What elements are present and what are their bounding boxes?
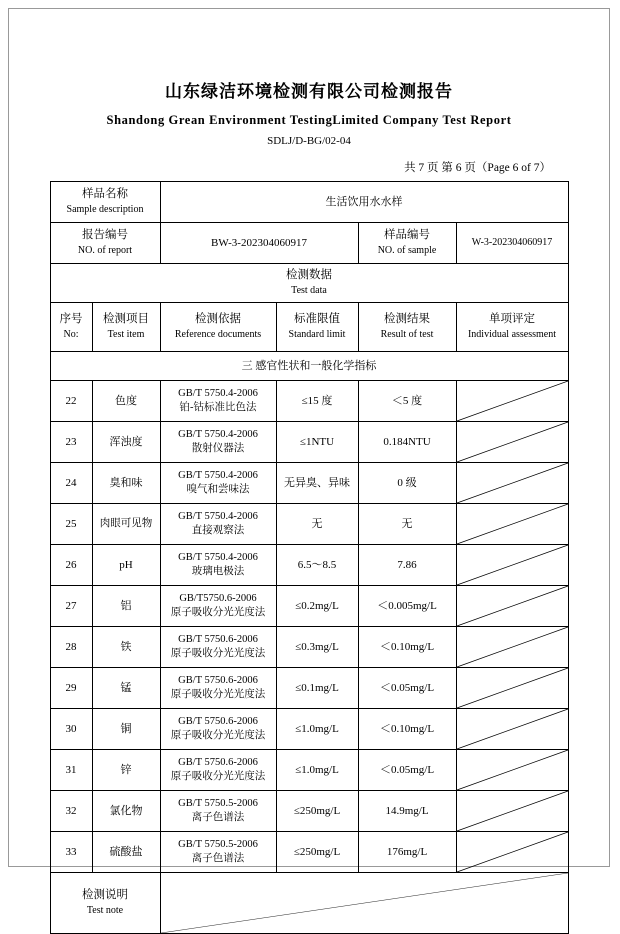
row-reference-line2: 嗅气和尝味法 bbox=[186, 484, 250, 495]
row-no: 22 bbox=[50, 381, 92, 422]
row-result: 176mg/L bbox=[358, 832, 456, 873]
sample-description-label-zh: 样品名称 bbox=[82, 188, 128, 201]
row-reference-line2: 原子吸收分光光度法 bbox=[170, 730, 266, 741]
row-reference-line1: GB/T5750.6-2006 bbox=[179, 592, 257, 604]
sample-description-value: 生活饮用水水样 bbox=[160, 182, 568, 223]
table-row bbox=[50, 627, 568, 668]
page-title-zh: 山东绿洁环境检测有限公司检测报告 bbox=[165, 82, 453, 101]
row-limit: ≤250mg/L bbox=[276, 832, 358, 873]
row-limit: 无异臭、异味 bbox=[276, 463, 358, 504]
sample-description-label-en: Sample description bbox=[66, 204, 144, 215]
row-limit: ≤0.3mg/L bbox=[276, 627, 358, 668]
row-limit: ≤15 度 bbox=[276, 381, 358, 422]
column-header-assessment-zh: 单项评定 bbox=[489, 313, 535, 326]
page-title-en: Shandong Grean Environment TestingLimited Company Test Report bbox=[106, 113, 512, 127]
row-item: 氯化物 bbox=[92, 791, 160, 832]
column-header-result-en: Result of test bbox=[380, 329, 434, 340]
report-number-label-zh: 报告编号 bbox=[82, 229, 128, 242]
test-data-header-row bbox=[50, 264, 568, 303]
row-assessment bbox=[456, 463, 568, 504]
row-reference-line1: GB/T 5750.6-2006 bbox=[178, 633, 258, 645]
row-assessment bbox=[456, 627, 568, 668]
row-reference-line2: 原子吸收分光光度法 bbox=[170, 771, 266, 782]
row-item: 铁 bbox=[92, 627, 160, 668]
row-reference bbox=[160, 545, 276, 586]
section-header-label: 三 感官性状和一般化学指标 bbox=[50, 352, 568, 381]
row-result: ＜0.05mg/L bbox=[358, 668, 456, 709]
row-reference bbox=[160, 627, 276, 668]
row-assessment bbox=[456, 791, 568, 832]
row-reference-line1: GB/T 5750.6-2006 bbox=[178, 756, 258, 768]
test-data-label-zh: 检测数据 bbox=[286, 269, 332, 282]
column-header-assessment-en: Individual assessment bbox=[467, 329, 557, 340]
table-row bbox=[50, 381, 568, 422]
table-row bbox=[50, 668, 568, 709]
row-result: ＜5 度 bbox=[358, 381, 456, 422]
column-header-item-zh: 检测项目 bbox=[103, 313, 149, 326]
column-header-row bbox=[50, 303, 568, 352]
row-no: 33 bbox=[50, 832, 92, 873]
table-row bbox=[50, 463, 568, 504]
column-header-no bbox=[50, 303, 92, 352]
test-note-label bbox=[50, 873, 160, 934]
page-content bbox=[9, 9, 609, 916]
row-limit: ≤0.2mg/L bbox=[276, 586, 358, 627]
row-result: ＜0.05mg/L bbox=[358, 750, 456, 791]
row-reference-line1: GB/T 5750.4-2006 bbox=[178, 551, 258, 563]
report-number-label-en: NO. of report bbox=[77, 245, 133, 256]
column-header-no-zh: 序号 bbox=[59, 313, 83, 326]
test-data-label bbox=[50, 264, 568, 303]
row-no: 32 bbox=[50, 791, 92, 832]
row-reference bbox=[160, 504, 276, 545]
column-header-reference-en: Reference documents bbox=[174, 329, 262, 340]
row-reference-line1: GB/T 5750.5-2006 bbox=[178, 797, 258, 809]
row-reference-line2: 直接观察法 bbox=[191, 525, 245, 536]
row-reference-line2: 铂-钴标准比色法 bbox=[179, 402, 257, 413]
test-note-value bbox=[160, 873, 568, 934]
report-number-label bbox=[50, 223, 160, 264]
row-reference bbox=[160, 668, 276, 709]
sample-number-label-zh: 样品编号 bbox=[384, 229, 430, 242]
row-no: 26 bbox=[50, 545, 92, 586]
table-row bbox=[50, 545, 568, 586]
row-reference bbox=[160, 832, 276, 873]
test-note-label-zh: 检测说明 bbox=[82, 889, 128, 902]
column-header-item bbox=[92, 303, 160, 352]
row-assessment bbox=[456, 381, 568, 422]
row-limit: ≤1NTU bbox=[276, 422, 358, 463]
row-assessment bbox=[456, 832, 568, 873]
row-reference-line2: 离子色谱法 bbox=[191, 853, 245, 864]
row-result: ＜0.10mg/L bbox=[358, 709, 456, 750]
row-item: 铝 bbox=[92, 586, 160, 627]
row-item: 锰 bbox=[92, 668, 160, 709]
row-assessment bbox=[456, 422, 568, 463]
row-result: ＜0.10mg/L bbox=[358, 627, 456, 668]
row-item: 铜 bbox=[92, 709, 160, 750]
row-assessment bbox=[456, 668, 568, 709]
row-no: 29 bbox=[50, 668, 92, 709]
column-header-limit-en: Standard limit bbox=[288, 329, 346, 340]
report-table bbox=[50, 181, 569, 934]
test-note-label-en: Test note bbox=[86, 905, 124, 916]
page-number-label: 共 7 页 第 6 页（Page 6 of 7） bbox=[404, 162, 551, 174]
table-row bbox=[50, 422, 568, 463]
row-reference-line1: GB/T 5750.4-2006 bbox=[178, 428, 258, 440]
row-item: pH bbox=[92, 545, 160, 586]
row-item: 硫酸盐 bbox=[92, 832, 160, 873]
column-header-result-zh: 检测结果 bbox=[384, 313, 430, 326]
row-result: 14.9mg/L bbox=[358, 791, 456, 832]
row-reference-line2: 离子色谱法 bbox=[191, 812, 245, 823]
row-reference bbox=[160, 791, 276, 832]
row-result: 无 bbox=[358, 504, 456, 545]
sample-description-label bbox=[50, 182, 160, 223]
row-reference-line1: GB/T 5750.6-2006 bbox=[178, 715, 258, 727]
row-no: 25 bbox=[50, 504, 92, 545]
sample-description-row bbox=[50, 182, 568, 223]
row-reference-line1: GB/T 5750.6-2006 bbox=[178, 674, 258, 686]
row-result: 0 级 bbox=[358, 463, 456, 504]
row-reference-line1: GB/T 5750.4-2006 bbox=[178, 510, 258, 522]
row-limit: ≤1.0mg/L bbox=[276, 750, 358, 791]
row-reference-line2: 原子吸收分光光度法 bbox=[170, 689, 266, 700]
row-no: 28 bbox=[50, 627, 92, 668]
row-limit: 6.5～8.5 bbox=[276, 545, 358, 586]
row-limit: 无 bbox=[276, 504, 358, 545]
sample-number-value: W-3-202304060917 bbox=[456, 223, 568, 264]
column-header-assessment bbox=[456, 303, 568, 352]
row-no: 30 bbox=[50, 709, 92, 750]
row-result: 7.86 bbox=[358, 545, 456, 586]
row-item: 锌 bbox=[92, 750, 160, 791]
row-limit: ≤1.0mg/L bbox=[276, 709, 358, 750]
column-header-result bbox=[358, 303, 456, 352]
row-reference-line1: GB/T 5750.4-2006 bbox=[178, 469, 258, 481]
row-item: 色度 bbox=[92, 381, 160, 422]
row-no: 24 bbox=[50, 463, 92, 504]
row-assessment bbox=[456, 586, 568, 627]
row-reference-line2: 散射仪器法 bbox=[191, 443, 245, 454]
row-reference bbox=[160, 750, 276, 791]
row-item: 浑浊度 bbox=[92, 422, 160, 463]
column-header-reference bbox=[160, 303, 276, 352]
test-data-label-en: Test data bbox=[291, 285, 327, 296]
row-no: 27 bbox=[50, 586, 92, 627]
row-limit: ≤250mg/L bbox=[276, 791, 358, 832]
column-header-limit bbox=[276, 303, 358, 352]
column-header-reference-zh: 检测依据 bbox=[195, 313, 241, 326]
row-limit: ≤0.1mg/L bbox=[276, 668, 358, 709]
row-result: 0.184NTU bbox=[358, 422, 456, 463]
row-reference-line2: 原子吸收分光光度法 bbox=[170, 607, 266, 618]
report-number-row bbox=[50, 223, 568, 264]
row-reference bbox=[160, 422, 276, 463]
row-reference bbox=[160, 381, 276, 422]
table-row bbox=[50, 709, 568, 750]
table-row bbox=[50, 504, 568, 545]
row-no: 31 bbox=[50, 750, 92, 791]
report-number-value: BW-3-202304060917 bbox=[160, 223, 358, 264]
table-row bbox=[50, 791, 568, 832]
row-item: 臭和味 bbox=[92, 463, 160, 504]
report-page bbox=[8, 8, 610, 916]
row-item: 肉眼可见物 bbox=[92, 504, 160, 545]
row-reference bbox=[160, 709, 276, 750]
row-assessment bbox=[456, 504, 568, 545]
row-reference bbox=[160, 463, 276, 504]
column-header-limit-zh: 标准限值 bbox=[294, 313, 340, 326]
test-note-row bbox=[50, 873, 568, 934]
row-reference-line2: 玻璃电极法 bbox=[191, 566, 245, 577]
row-reference-line1: GB/T 5750.5-2006 bbox=[178, 838, 258, 850]
section-header-row bbox=[50, 352, 568, 381]
row-assessment bbox=[456, 545, 568, 586]
column-header-no-en: No: bbox=[63, 329, 79, 340]
row-reference-line2: 原子吸收分光光度法 bbox=[170, 648, 266, 659]
row-assessment bbox=[456, 709, 568, 750]
document-code: SDLJ/D-BG/02-04 bbox=[267, 135, 351, 147]
column-header-item-en: Test item bbox=[107, 329, 145, 340]
row-no: 23 bbox=[50, 422, 92, 463]
row-assessment bbox=[456, 750, 568, 791]
table-row bbox=[50, 832, 568, 873]
row-result: ＜0.005mg/L bbox=[358, 586, 456, 627]
row-reference-line1: GB/T 5750.4-2006 bbox=[178, 387, 258, 399]
table-row bbox=[50, 750, 568, 791]
row-reference bbox=[160, 586, 276, 627]
table-row bbox=[50, 586, 568, 627]
sample-number-label bbox=[358, 223, 456, 264]
sample-number-label-en: NO. of sample bbox=[377, 245, 437, 256]
